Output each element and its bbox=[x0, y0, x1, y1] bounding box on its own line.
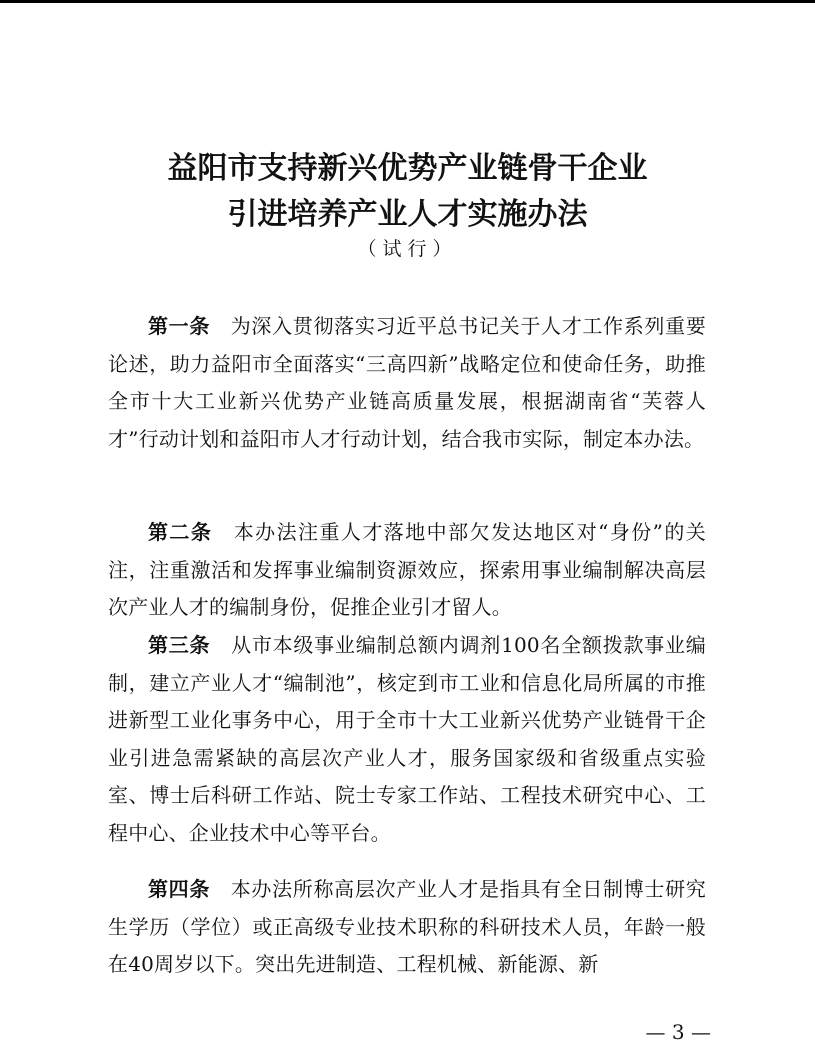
article-2-text: 本办法注重人才落地中部欠发达地区对“身份”的关注，注重激活和发挥事业编制资源效应，探索用事业编制解决高层次产业人才的编制身份，促推企业引才留人。 bbox=[108, 520, 706, 620]
article-3-heading: 第三条 bbox=[148, 633, 211, 657]
document-title-line-2: 引进培养产业人才实施办法 bbox=[227, 197, 588, 232]
article-4 bbox=[108, 871, 706, 984]
article-4-text: 本办法所称高层次产业人才是指具有全日制博士研究生学历（学位）或正高级专业技术职称的科研技术人员，年龄一般在40周岁以下。突出先进制造、工程机械、新能源、新 bbox=[108, 877, 706, 977]
article-1 bbox=[108, 308, 706, 458]
top-border-line bbox=[0, 0, 815, 3]
article-2-heading: 第二条 bbox=[148, 520, 213, 544]
page-number: — 3 — bbox=[645, 1020, 711, 1044]
article-4-heading: 第四条 bbox=[148, 877, 211, 901]
document-title-line-1: 益阳市支持新兴优势产业链骨干企业 bbox=[167, 151, 648, 186]
article-1-heading: 第一条 bbox=[148, 314, 211, 338]
article-1-text: 为深入贯彻落实习近平总书记关于人才工作系列重要论述，助力益阳市全面落实“三高四新”战略定位和使命任务，助推全市十大工业新兴优势产业链高质量发展，根据湖南省“芙蓉人才”行动计划和益阳市人才行动计划，结合我市实际，制定本办法。 bbox=[108, 314, 706, 451]
article-3-text: 从市本级事业编制总额内调剂100名全额拨款事业编制，建立产业人才“编制池”，核定到市工业和信息化局所属的市推进新型工业化事务中心，用于全市十大工业新兴优势产业链骨干企业引进急需紧缺的高层次产业人才，服务国家级和省级重点实验室、博士后科研工作站、院士专家工作站、工程技术研究中心、工程中心、企业技术中心等平台。 bbox=[108, 633, 706, 845]
document-subtitle: （试行） bbox=[357, 238, 458, 260]
article-3 bbox=[108, 627, 706, 853]
article-2 bbox=[108, 514, 706, 627]
